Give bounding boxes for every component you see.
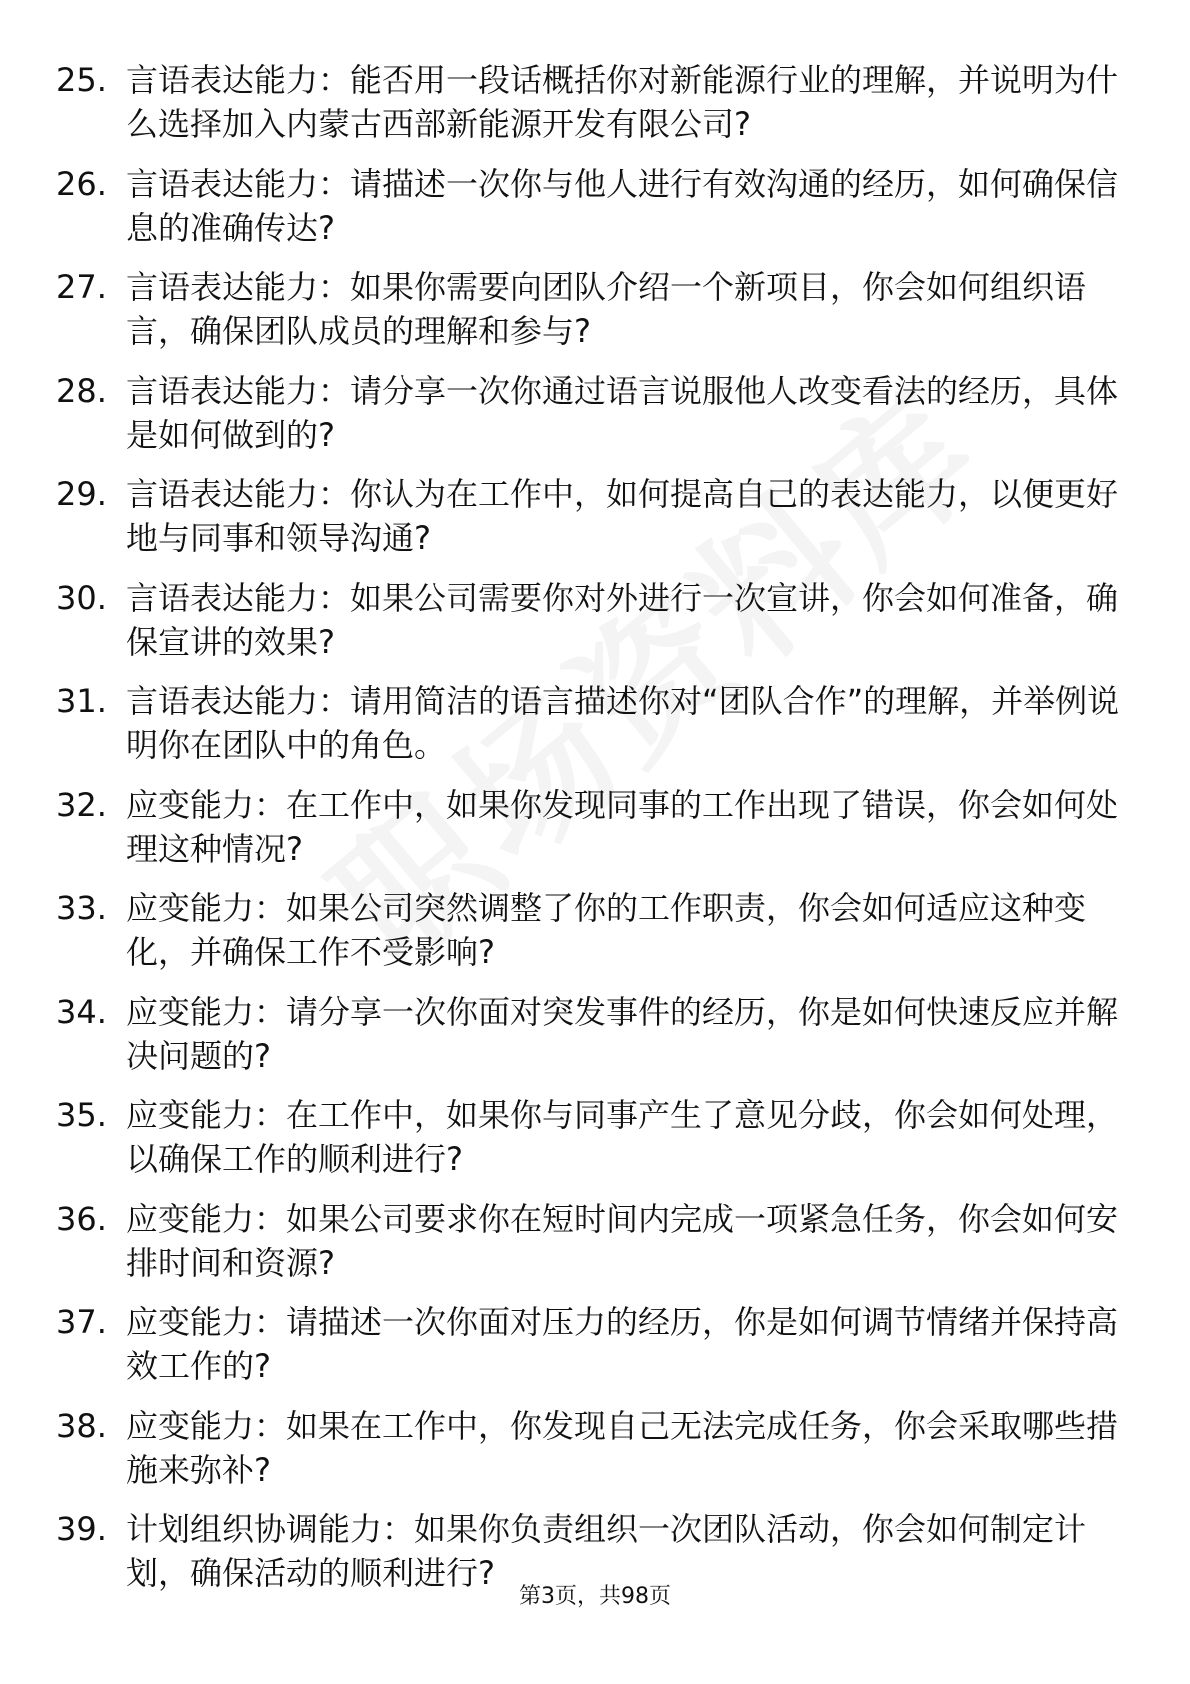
question-text: 应变能力：在工作中，如果你发现同事的工作出现了错误，你会如何处理这种情况? [126,785,1119,868]
question-item [0,1187,1190,1291]
question-item [0,152,1190,256]
question-number: 30. [56,578,107,617]
question-item [0,669,1190,773]
question-list [0,48,1190,1601]
question-text: 应变能力：请描述一次你面对压力的经历，你是如何调节情绪并保持高效工作的? [126,1303,1119,1385]
question-item [0,462,1190,566]
question-item [0,359,1190,463]
question-text: 应变能力：如果在工作中，你发现自己无法完成任务，你会采取哪些措施来弥补? [126,1406,1119,1489]
question-number: 29. [56,475,107,513]
question-text: 应变能力：在工作中，如果你与同事产生了意见分歧，你会如何处理，以确保工作的顺利进行? [126,1096,1119,1178]
question-number: 31. [56,682,107,720]
question-text: 言语表达能力：能否用一段话概括你对新能源行业的理解，并说明为什么选择加入内蒙古西部新能源开发有限公司? [126,61,1119,143]
question-item [0,1083,1190,1187]
page-footer [0,1582,1190,1612]
question-item [0,876,1190,980]
question-number: 26. [56,164,107,203]
question-item [0,1290,1190,1394]
question-number: 33. [56,889,107,927]
question-item [0,48,1190,152]
page-number-label: 第3页，共98页 [519,1584,671,1609]
question-item [0,980,1190,1084]
question-item [0,566,1190,670]
question-text: 应变能力：如果公司突然调整了你的工作职责，你会如何适应这种变化，并确保工作不受影响? [126,889,1087,971]
question-number: 35. [56,1096,107,1134]
question-text: 言语表达能力：你认为在工作中，如何提高自己的表达能力，以便更好地与同事和领导沟通? [126,475,1119,557]
question-item [0,773,1190,877]
question-number: 25. [56,61,107,99]
question-number: 37. [56,1303,107,1341]
question-text: 应变能力：如果公司要求你在短时间内完成一项紧急任务，你会如何安排时间和资源? [126,1199,1119,1282]
question-number: 36. [56,1199,107,1238]
question-text: 言语表达能力：请用简洁的语言描述你对“团队合作”的理解，并举例说明你在团队中的角色。 [126,682,1120,764]
question-number: 28. [56,371,107,410]
question-text: 言语表达能力：如果你需要向团队介绍一个新项目，你会如何组织语言，确保团队成员的理解和参与? [126,268,1087,350]
question-text: 计划组织协调能力：如果你负责组织一次团队活动，你会如何制定计划，确保活动的顺利进行? [126,1510,1087,1592]
question-text: 应变能力：请分享一次你面对突发事件的经历，你是如何快速反应并解决问题的? [126,992,1119,1075]
question-number: 39. [56,1510,107,1548]
question-number: 34. [56,992,107,1031]
question-number: 32. [56,785,107,824]
question-text: 言语表达能力：请分享一次你通过语言说服他人改变看法的经历，具体是如何做到的? [126,371,1119,454]
question-text: 言语表达能力：如果公司需要你对外进行一次宣讲，你会如何准备，确保宣讲的效果? [126,578,1119,661]
question-item [0,255,1190,359]
question-number: 38. [56,1406,107,1445]
question-number: 27. [56,268,107,306]
question-item [0,1394,1190,1498]
question-text: 言语表达能力：请描述一次你与他人进行有效沟通的经历，如何确保信息的准确传达? [126,164,1119,247]
